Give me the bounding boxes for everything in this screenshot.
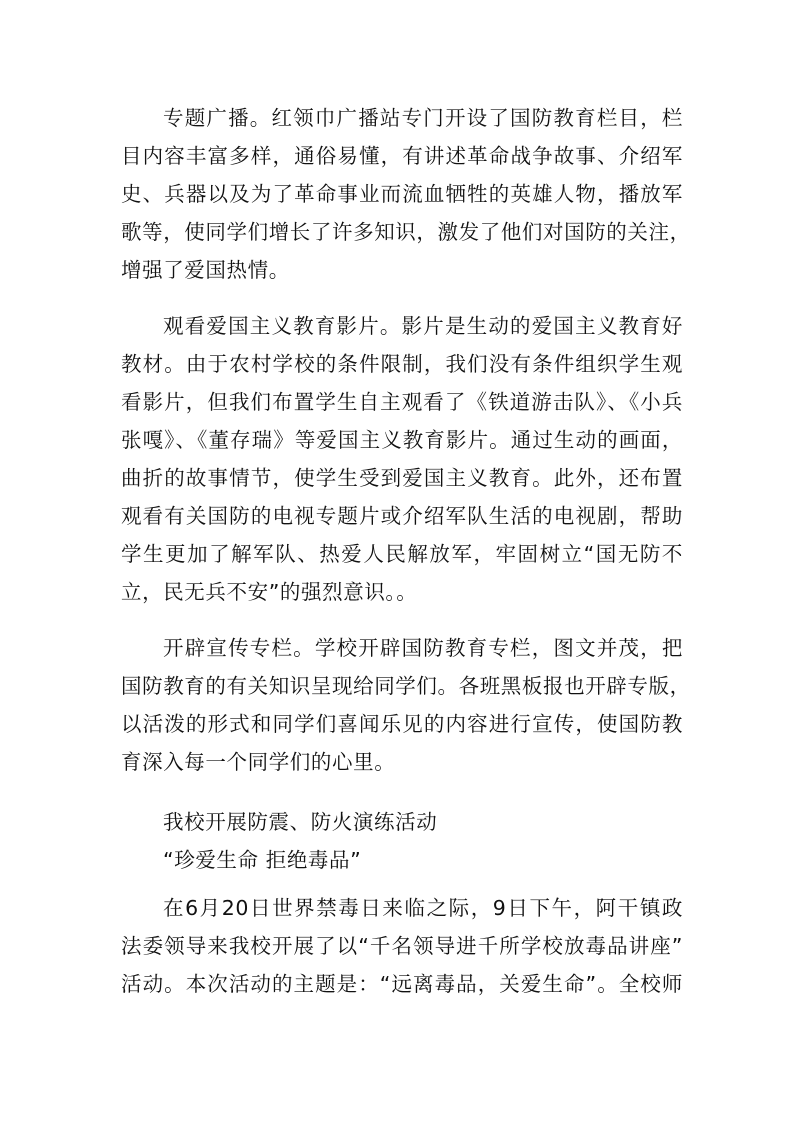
paragraph-line: 目内容丰富多样，通俗易懂，有讲述革命战争故事、介绍军 bbox=[121, 144, 683, 168]
paragraph-line: 观看爱国主义教育影片。影片是生动的爱国主义教育好 bbox=[163, 314, 683, 338]
paragraph-line: 在6月20日世界禁毒日来临之际，9日下午，阿干镇政 bbox=[163, 896, 683, 920]
section-heading: 我校开展防震、防火演练活动 bbox=[163, 810, 438, 834]
paragraph-line: 教材。由于农村学校的条件限制，我们没有条件组织学生观 bbox=[121, 352, 683, 376]
paragraph-line: 法委领导来我校开展了以“千名领导进千所学校放毒品讲座” bbox=[121, 934, 683, 958]
paragraph-line: 开辟宣传专栏。学校开辟国防教育专栏，图文并茂，把 bbox=[163, 636, 683, 660]
paragraph-line: 史、兵器以及为了革命事业而流血牺牲的英雄人物，播放军 bbox=[121, 182, 683, 206]
paragraph-line: 观看有关国防的电视专题片或介绍军队生活的电视剧，帮助 bbox=[121, 504, 683, 528]
section-heading: “珍爱生命 拒绝毒品” bbox=[163, 848, 362, 872]
paragraph-line: 活动。本次活动的主题是：“远离毒品，关爱生命”。全校师 bbox=[121, 972, 683, 996]
paragraph-line: 专题广播。红领巾广播站专门开设了国防教育栏目，栏 bbox=[163, 106, 683, 130]
paragraph-line: 增强了爱国热情。 bbox=[121, 258, 290, 282]
paragraph-line: 国防教育的有关知识呈现给同学们。各班黑板报也开辟专版， bbox=[121, 674, 691, 698]
paragraph-line: 立，民无兵不安”的强烈意识。。 bbox=[121, 580, 418, 604]
paragraph-line: 张嘎》、《董存瑞》等爱国主义教育影片。通过生动的画面， bbox=[121, 428, 683, 452]
paragraph-line: 学生更加了解军队、热爱人民解放军，牢固树立“国无防不 bbox=[121, 542, 683, 566]
paragraph-line: 曲折的故事情节，使学生受到爱国主义教育。此外，还布置 bbox=[121, 466, 683, 490]
paragraph-line: 育深入每一个同学们的心里。 bbox=[121, 750, 396, 774]
paragraph-line: 以活泼的形式和同学们喜闻乐见的内容进行宣传，使国防教 bbox=[121, 712, 683, 736]
paragraph-line: 歌等，使同学们增长了许多知识，激发了他们对国防的关注， bbox=[121, 220, 691, 244]
paragraph-line: 看影片，但我们布置学生自主观看了《铁道游击队》、《小兵 bbox=[121, 390, 683, 414]
